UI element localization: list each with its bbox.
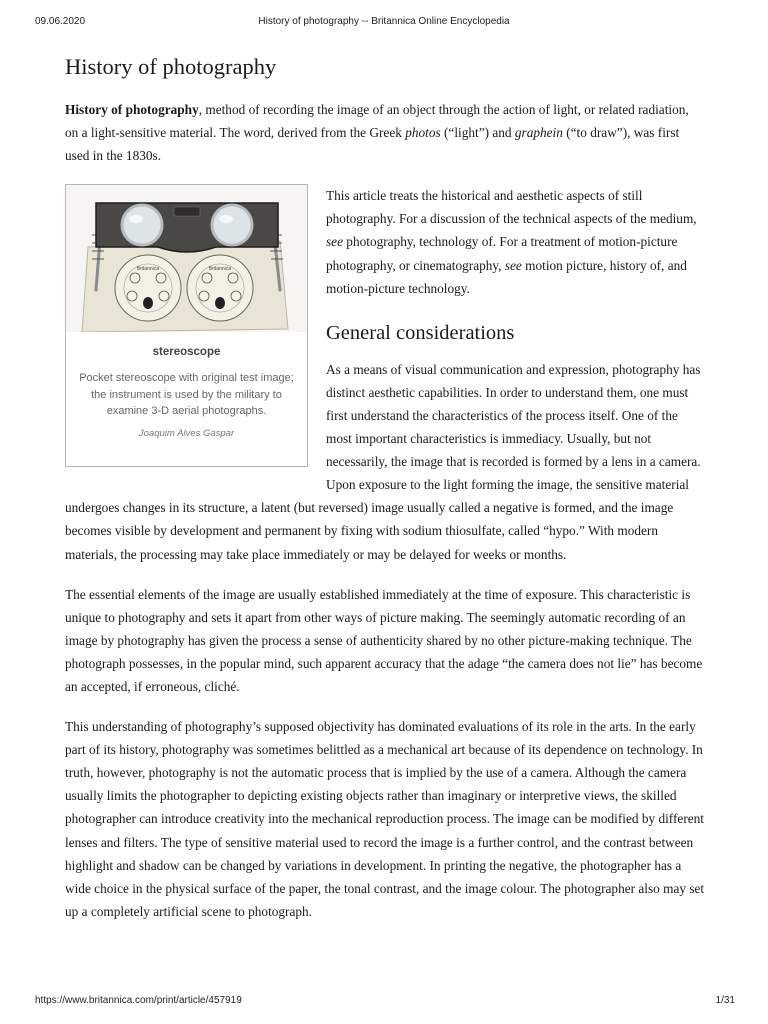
article [65,52,705,923]
paragraph-objectivity: This understanding of photography’s supposed objectivity has dominated evaluations of its role in the arts. In the early part of its history, photography was sometimes belittled as a mechanical art because of its dependence on technology. In truth, however, photography is not the automatic process that is implied by the use of a camera. Although the camera usually limits the photographer to depicting existing objects rather than imaginary or interpretive views, the skilled photographer can introduce creativity into the mechanical reproduction process. The image can be modified by different lenses and filters. The type of sensitive material used to record the image is a further control, and the contrast between highlight and shadow can be changed by variations in development. In printing the negative, the photographer has a wide choice in the physical surface of the paper, the tonal contrast, and the image colour. The photographer also may set up a completely artificial scene to photograph. [65,719,705,919]
page-number: 1/31 [715,995,735,1006]
figure-title: stereoscope [152,346,221,359]
svg-text:Britannica: Britannica [208,266,232,273]
svg-text:Britannica: Britannica [136,266,160,273]
paragraph-exposure: The essential elements of the image are usually established immediately at the time of exposure. This characteristic is unique to photography and sets it apart from other ways of picture making. The seemingly automatic recording of an image by photography has given the process a sense of authenticity shared by no other picture-making technique. The photograph possesses, in the popular mind, such apparent accuracy that the adage “the camera does not lie” has become an accepted, if erroneous, cliché. [65,586,703,694]
intro-term: History of photography [65,102,199,117]
intro-word-photos: photos [405,125,441,141]
section-heading: General considerations [326,321,515,344]
print-date: 09.06.2020 [35,16,86,27]
intro-text-1: , method of recording the image of an object through the action of light, or related radiation, on a light-sensitive material. The word, derived from the Greek [65,102,689,141]
lens-right [212,205,252,245]
scope-see-2: see [504,257,522,273]
intro-paragraph [65,98,705,167]
scope-text-3: motion picture, history of, and motion-picture technology. [326,257,687,296]
intro-text-3: (“to draw”), was first used in the 1830s. [65,125,680,164]
test-image-right [187,255,253,321]
page-title: History of photography [65,54,277,79]
figure-caption: Pocket stereoscope with original test image; the instrument is used by the military to examine 3-D aerial photographs. [79,372,294,418]
print-url: https://www.britannica.com/print/article/457919 [35,995,242,1006]
print-header-title: History of photography -- Britannica Online Encyclopedia [258,16,510,27]
scope-text-1: This article treats the historical and aesthetic aspects of still photography. For a discussion of the technical aspects of the medium, [326,188,697,227]
test-image-left [115,255,181,321]
figure-credit: Joaquim Alves Gaspar [138,427,235,439]
scope-see-1: see [326,234,343,250]
paragraph-immediacy: As a means of visual communication and expression, photography has distinct aesthetic capabilities. In order to understand them, one must first understand the characteristics of the process itself. One of the most important characteristics is immediacy. Usually, but not necessarily, the image that is recorded is formed by a lens in a camera. Upon exposure to the light forming the image, the sensitive material undergoes changes in its structure, a latent (but reversed) image usually called a negative is formed, and the image becomes visible by development and permanent by fixing with sodium thiosulfate, called “hypo.” With modern materials, the processing may take place immediately or may be delayed for weeks or months. [65,361,701,562]
intro-text-2: (“light”) and [440,125,515,141]
intro-word-graphein: graphein [514,125,563,141]
lens-left [122,205,162,245]
stereoscope-photo[interactable] [66,185,307,332]
scope-text-2: photography, technology of. For a treatment of motion-picture photography, or cinematography, [326,234,678,273]
stereoscope-figure [65,184,308,467]
